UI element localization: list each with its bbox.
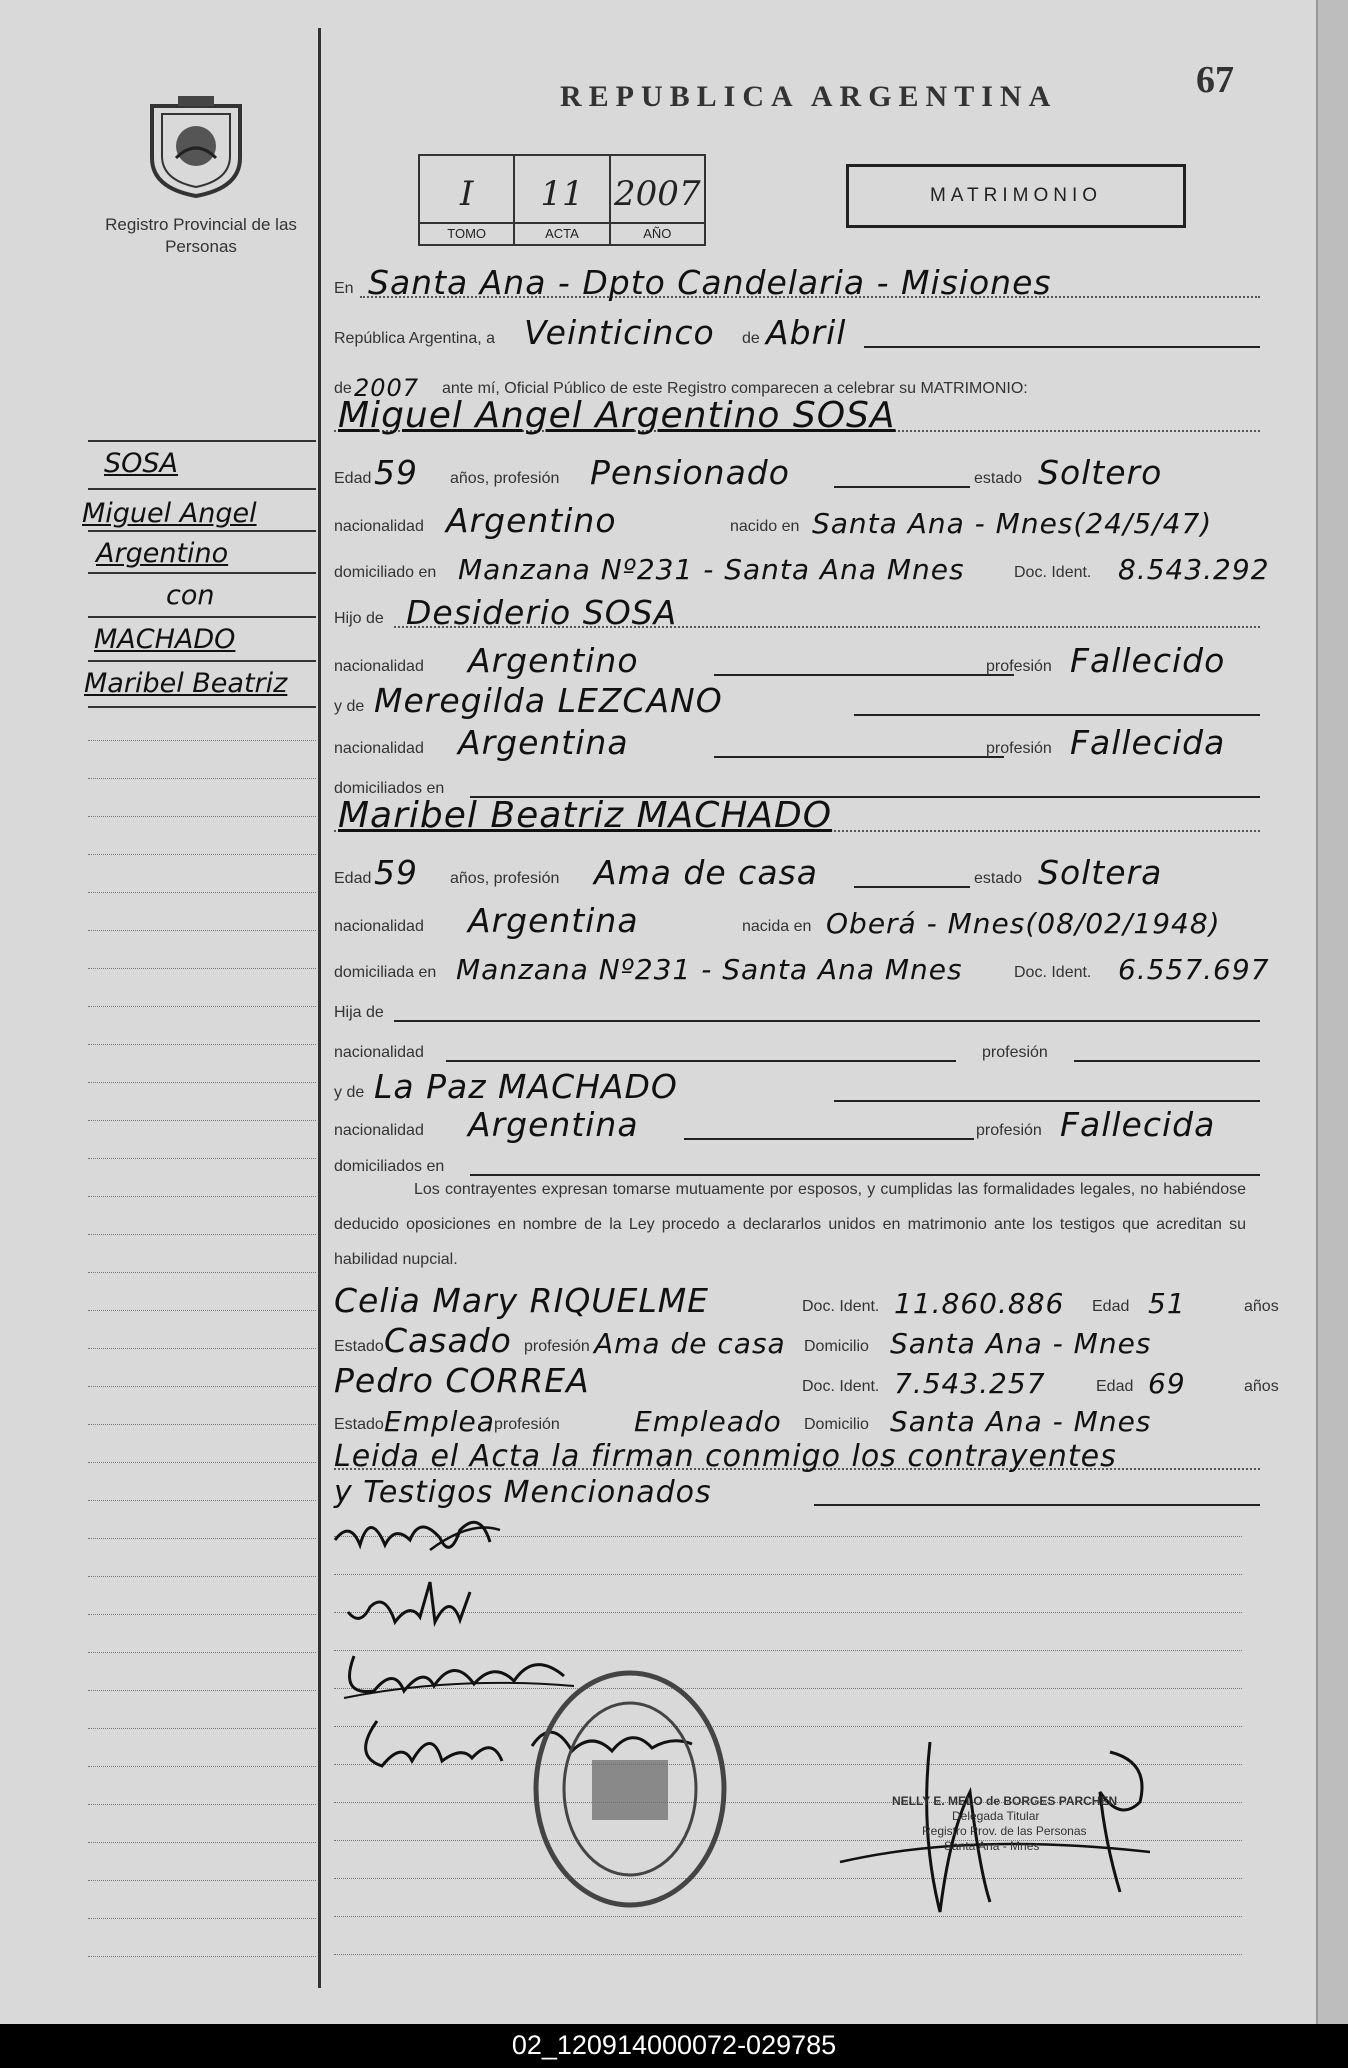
domiciliada-label: domiciliada en [334,964,437,981]
margin-con: con [166,580,215,611]
margin-rule [88,1310,316,1311]
margin-rule-solid [88,488,316,490]
year-label: de [334,380,352,397]
profesion-label: profesión [982,1044,1048,1061]
official-name: NELLY E. MELO de BORGES PARCHEN [892,1794,1118,1808]
acta-value: 11 [540,174,584,214]
bride-nationality: Argentina [468,901,639,940]
body-rule [334,1954,1242,1955]
declaration-text: Los contrayentes expresan tomarse mutuamente por esposos, y cumplidas las formalidades legales, no habiéndose deducido oposiciones en nombre de la Ley procedo a declararlos unidos en matrimonio ante los testigos que acreditan su habilidad nupcial. [334,1181,1246,1268]
groom-father-row [334,592,1264,632]
intro-date-row [334,312,1264,352]
blank-line [394,1020,1260,1022]
groom-profession: Pensionado [590,453,790,492]
tomo-value: I [459,174,474,214]
bride-nationality-row [334,900,1264,940]
caption-bar [0,2024,1348,2068]
blank-line [714,674,1014,676]
yde-label: y de [334,698,365,715]
witness2-age: 69 [1148,1367,1186,1400]
blank-line [864,346,1260,348]
estado-label: estado [974,870,1023,887]
bride-status: Soltera [1038,853,1163,892]
margin-rule-solid [88,660,316,662]
margin-rule [88,1272,316,1273]
domicilio-label: Domicilio [804,1338,869,1355]
official-location: Santa Ana - Mnes [944,1839,1040,1853]
place-value: Santa Ana - Dpto Candelaria - Misiones [368,263,1052,302]
groom-father-nat-row [334,640,1264,680]
groom-father-nationality: Argentino [468,641,639,680]
bride-father-nat-row [334,1026,1264,1066]
nacido-label: nacido en [730,518,800,535]
nacionalidad-label: nacionalidad [334,518,424,535]
bride-age-row [334,852,1264,892]
blank-line [854,714,1260,716]
margin-rule [88,1766,316,1767]
groom-mother-nat-row [334,722,1264,762]
margin-rule [88,1082,316,1083]
margin-rule [88,1690,316,1691]
witness1-name-row [334,1280,1279,1320]
margin-rule-solid [88,616,316,618]
page-edge [1316,0,1348,2052]
de-label: de [742,330,760,347]
margin-rule [88,816,316,817]
margin-bride-names: Maribel Beatriz [84,668,288,699]
estado-label: estado [974,470,1023,487]
margin-rule [88,968,316,969]
groom-signature [330,1500,530,1570]
nacionalidad-label: nacionalidad [334,658,424,675]
blank-line [1074,1060,1260,1062]
profesion-label: profesión [986,658,1052,675]
groom-father: Desiderio SOSA [406,593,678,632]
groom-mother-profession: Fallecida [1070,723,1226,762]
groom-doc: 8.543.292 [1118,553,1270,586]
margin-given-names: Miguel Angel [82,498,257,529]
groom-birthplace: Santa Ana - Mnes(24/5/47) [812,507,1213,540]
edad-label: Edad [334,470,372,487]
blank-line [834,486,970,488]
witness2-name-row [334,1360,1279,1400]
country-title: REPUBLICA ARGENTINA [560,80,1058,113]
margin-surname: SOSA [104,448,178,479]
margin-rule [88,1804,316,1805]
closing-line1-row [334,1434,1264,1474]
record-type: MATRIMONIO [846,164,1186,228]
estado-label: Estado [334,1338,384,1355]
profesion-label: profesión [524,1338,590,1355]
margin-rule [88,1386,316,1387]
registry-round-stamp [530,1668,730,1910]
nacionalidad-label: nacionalidad [334,918,424,935]
margin-rule [88,1234,316,1235]
bride-mother-nat-row [334,1104,1264,1144]
groom-mother-row [334,680,1264,720]
margin-rule-solid [88,440,316,442]
anio-cell [611,156,704,244]
profesion-label: profesión [976,1122,1042,1139]
declaration-paragraph [334,1172,1246,1277]
groom-nationality: Argentino [446,501,617,540]
registry-name: Registro Provincial de las Personas [105,215,297,256]
margin-rule [88,1728,316,1729]
year-value: 2007 [354,374,420,402]
edad-label: Edad [334,870,372,887]
closing-line1: Leida el Acta la firman conmigo los contrayentes [334,1439,1117,1474]
groom-name-row [334,396,1264,436]
doc-label: Doc. Ident. [1014,564,1092,581]
closing-line2: y Testigos Mencionados [334,1475,712,1510]
witness1-profession: Ama de casa [594,1327,786,1360]
estado-label: Estado [334,1416,384,1433]
bride-age: 59 [374,853,418,892]
margin-rule-solid [88,572,316,574]
bride-mother: La Paz MACHADO [374,1067,678,1106]
witness1-doc: 11.860.886 [894,1287,1065,1320]
blank-line [834,1100,1260,1102]
margin-rule [88,1538,316,1539]
profesion-label: profesión [494,1416,560,1433]
margin-rule [88,1614,316,1615]
official-stamp [892,1794,1117,1854]
margin-rule [88,1424,316,1425]
margin-rule [88,1576,316,1577]
bride-mother-profession: Fallecida [1060,1105,1216,1144]
margin-rule-solid [88,706,316,708]
margin-rule [88,1196,316,1197]
domiciliado-label: domiciliado en [334,564,437,581]
statement-text: ante mí, Oficial Público de este Registro comparecen a celebrar su MATRIMONIO: [442,380,1028,397]
profesion-label: años, profesión [450,470,560,487]
bride-name-row [334,796,1264,836]
witness1-age: 51 [1148,1287,1186,1320]
nacionalidad-label: nacionalidad [334,740,424,757]
margin-rule [88,1462,316,1463]
margin-rule [88,930,316,931]
en-label: En [334,280,354,297]
nacionalidad-label: nacionalidad [334,1044,424,1061]
anios-label: años [1244,1298,1279,1315]
acta-cell [515,156,610,244]
bride-doc: 6.557.697 [1118,953,1270,986]
bride-address: Manzana Nº231 - Santa Ana Mnes [456,953,963,986]
groom-address: Manzana Nº231 - Santa Ana Mnes [458,553,965,586]
groom-mother-nationality: Argentina [458,723,629,762]
margin-rule [88,1006,316,1007]
bride-signature [340,1572,540,1642]
blank-line [814,1504,1260,1506]
reference-box [418,154,706,246]
bride-mother-row [334,1066,1264,1106]
nacida-label: nacida en [742,918,812,935]
acta-label: ACTA [515,222,608,244]
profesion-label: profesión [986,740,1052,757]
margin-rule [88,892,316,893]
margin-rule [88,1158,316,1159]
margin-rule [88,1956,316,1957]
groom-mother: Meregilda LEZCANO [374,681,723,720]
witness1-address: Santa Ana - Mnes [890,1327,1152,1360]
yde-label: y de [334,1084,365,1101]
margin-rule [88,854,316,855]
margin-bride-surname: MACHADO [94,624,236,655]
groom-name: Miguel Angel Argentino SOSA [338,395,896,436]
doc-label: Doc. Ident. [802,1378,880,1395]
bride-father-row [334,986,1264,1026]
witness2-address: Santa Ana - Mnes [890,1405,1152,1438]
margin-rule-solid [88,530,316,532]
domiciliados-label: domiciliados en [334,1158,445,1175]
witness2-doc: 7.543.257 [894,1367,1046,1400]
anio-value: 2007 [614,174,701,214]
margin-divider [318,28,321,1988]
blank-line [854,886,970,888]
edad-label: Edad [1096,1378,1134,1395]
page-number: 67 [1196,59,1234,101]
bride-address-row [334,946,1270,986]
witness2-status: Emplea [384,1405,495,1438]
witness2-status-row [334,1398,1264,1438]
nacionalidad-label: nacionalidad [334,1122,424,1139]
margin-rule [88,1044,316,1045]
republic-label: República Argentina, a [334,330,495,347]
doc-label: Doc. Ident. [802,1298,880,1315]
witness1-status-row [334,1320,1264,1360]
groom-age-row [334,452,1264,492]
anio-label: AÑO [611,222,704,244]
witness2-name: Pedro CORREA [334,1361,590,1400]
margin-rule [88,740,316,741]
official-office: Registro Prov. de las Personas [922,1824,1087,1838]
hija-label: Hija de [334,1004,384,1021]
groom-address-row [334,546,1270,586]
groom-nationality-row [334,500,1264,540]
provincial-seal-icon [142,88,250,200]
domiciliados-label: domiciliados en [334,780,445,797]
blank-line [714,756,1004,758]
margin-rule [88,778,316,779]
bride-profession: Ama de casa [594,853,818,892]
margin-middle-name: Argentino [96,538,229,569]
intro-place-row [334,262,1264,302]
margin-rule [88,1500,316,1501]
witness1-status: Casado [384,1321,512,1360]
anios-label: años [1244,1378,1279,1395]
day-value: Veinticinco [524,313,715,352]
profesion-label: años, profesión [450,870,560,887]
blank-line [446,1060,956,1062]
official-title: Delegada Titular [952,1809,1040,1823]
tomo-cell [420,156,515,244]
margin-rule [88,1880,316,1881]
caption-text: 02_120914000072-029785 [511,2030,837,2060]
groom-age: 59 [374,453,418,492]
margin-rule [88,1348,316,1349]
witness1-name: Celia Mary RIQUELME [334,1281,710,1320]
groom-father-profession: Fallecido [1070,641,1226,680]
month-value: Abril [766,313,847,352]
margin-rule [88,1918,316,1919]
doc-label: Doc. Ident. [1014,964,1092,981]
tomo-label: TOMO [420,222,513,244]
edad-label: Edad [1092,1298,1130,1315]
bride-name: Maribel Beatriz MACHADO [338,795,833,836]
witness2-profession: Empleado [634,1405,782,1438]
margin-rule [88,1120,316,1121]
groom-status: Soltero [1038,453,1163,492]
bride-birthplace: Oberá - Mnes(08/02/1948) [826,907,1221,940]
hijo-label: Hijo de [334,610,384,627]
margin-rule [88,1842,316,1843]
domicilio-label: Domicilio [804,1416,869,1433]
bride-mother-nationality: Argentina [468,1105,639,1144]
margin-rule [88,1652,316,1653]
